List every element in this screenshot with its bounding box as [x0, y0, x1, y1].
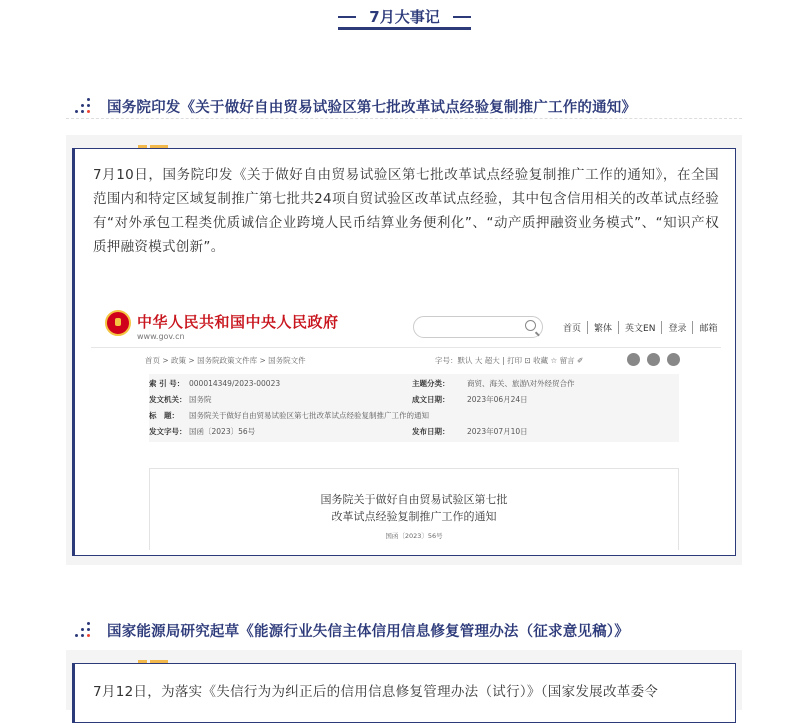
gov-website-screenshot — [91, 296, 721, 550]
nav-mail[interactable]: 邮箱 — [692, 321, 721, 334]
section-2-title — [75, 620, 629, 641]
doc-title-line-2: 改革试点经验复制推广工作的通知 — [331, 510, 497, 523]
section-2-heading: 国家能源局研究起草《能源行业失信主体信用信息修复管理办法（征求意见稿）》 — [107, 624, 629, 640]
meta-value: 国务院关于做好自由贸易试验区第七批改革试点经验复制推广工作的通知 — [189, 411, 429, 420]
header-underline — [338, 27, 471, 30]
search-icon[interactable] — [525, 320, 536, 331]
wechat-icon[interactable] — [647, 353, 660, 366]
gov-search-input[interactable] — [413, 316, 543, 338]
divider — [66, 118, 742, 119]
doc-number: 国函〔2023〕56号 — [385, 532, 443, 540]
dots-icon — [75, 98, 93, 116]
section-1-card — [66, 135, 742, 565]
page-tools[interactable]: 字号：默认 大 超大 | 打印 ⊡ 收藏 ☆ 留言 ✐ — [435, 356, 584, 365]
dots-icon — [75, 622, 93, 640]
meta-value: 商贸、海关、旅游\对外经贸合作 — [467, 379, 575, 388]
meta-key: 索 引 号： — [149, 379, 185, 388]
gov-site-name: 中华人民共和国中央人民政府 — [137, 313, 339, 331]
breadcrumb[interactable]: 首页 > 政策 > 国务院政策文件库 > 国务院文件 — [145, 356, 306, 365]
gov-site-url: www.gov.cn — [137, 332, 185, 341]
meta-value: 2023年06月24日 — [467, 395, 528, 404]
breadcrumb-row — [145, 350, 721, 370]
section-2-paragraph: 7月12日，为落实《失信行为为纠正后的信用信息修复管理办法（试行）》（国家发展改革委令 — [93, 684, 659, 700]
gov-top-nav — [557, 321, 721, 334]
meta-key: 发文字号： — [149, 427, 187, 436]
doc-title — [150, 491, 678, 525]
meta-row — [149, 392, 679, 408]
section-1-heading: 国务院印发《关于做好自由贸易试验区第七批改革试点经验复制推广工作的通知》 — [107, 100, 637, 116]
meta-value: 2023年07月10日 — [467, 427, 528, 436]
month-header-title: 7月大事记 — [369, 8, 440, 26]
national-emblem-icon — [105, 310, 131, 336]
meta-key: 成文日期： — [412, 395, 450, 404]
meta-value: 国函〔2023〕56号 — [189, 427, 256, 436]
section-1-paragraph: 7月10日，国务院印发《关于做好自由贸易试验区第七批改革试点经验复制推广工作的通知》，在全国范围内和特定区域复制推广第七批共24项自贸试验区改革试点经验，其中包含信用相关的改革试点经验有“对外承包工程类优质诚信企业跨境人民币结算业务便利化”、“动产质押融资业务模式”、“知识产权质押融资模式创新”。 — [93, 167, 719, 255]
section-2-content — [72, 663, 736, 723]
favorite-icon[interactable] — [667, 353, 680, 366]
section-1-content — [72, 148, 736, 556]
meta-value: 000014349/2023-00023 — [189, 379, 281, 388]
meta-value: 国务院 — [189, 395, 212, 404]
doc-body — [149, 468, 679, 550]
section-1-title — [75, 96, 636, 117]
meta-row — [149, 408, 679, 424]
meta-row — [149, 424, 679, 440]
month-header — [338, 4, 471, 30]
nav-login[interactable]: 登录 — [661, 321, 692, 334]
meta-key: 主题分类： — [412, 379, 450, 388]
gov-site-header — [91, 296, 721, 348]
nav-english[interactable]: 英文EN — [618, 321, 661, 334]
nav-traditional[interactable]: 繁体 — [587, 321, 618, 334]
doc-meta-table — [149, 374, 679, 442]
meta-row — [149, 376, 679, 392]
meta-key: 发布日期： — [412, 427, 450, 436]
weibo-icon[interactable] — [627, 353, 640, 366]
doc-title-line-1: 国务院关于做好自由贸易试验区第七批 — [320, 493, 508, 506]
nav-home[interactable]: 首页 — [563, 324, 582, 334]
meta-key: 发文机关： — [149, 395, 187, 404]
section-2-card — [66, 650, 742, 710]
meta-key: 标 题： — [149, 411, 179, 420]
